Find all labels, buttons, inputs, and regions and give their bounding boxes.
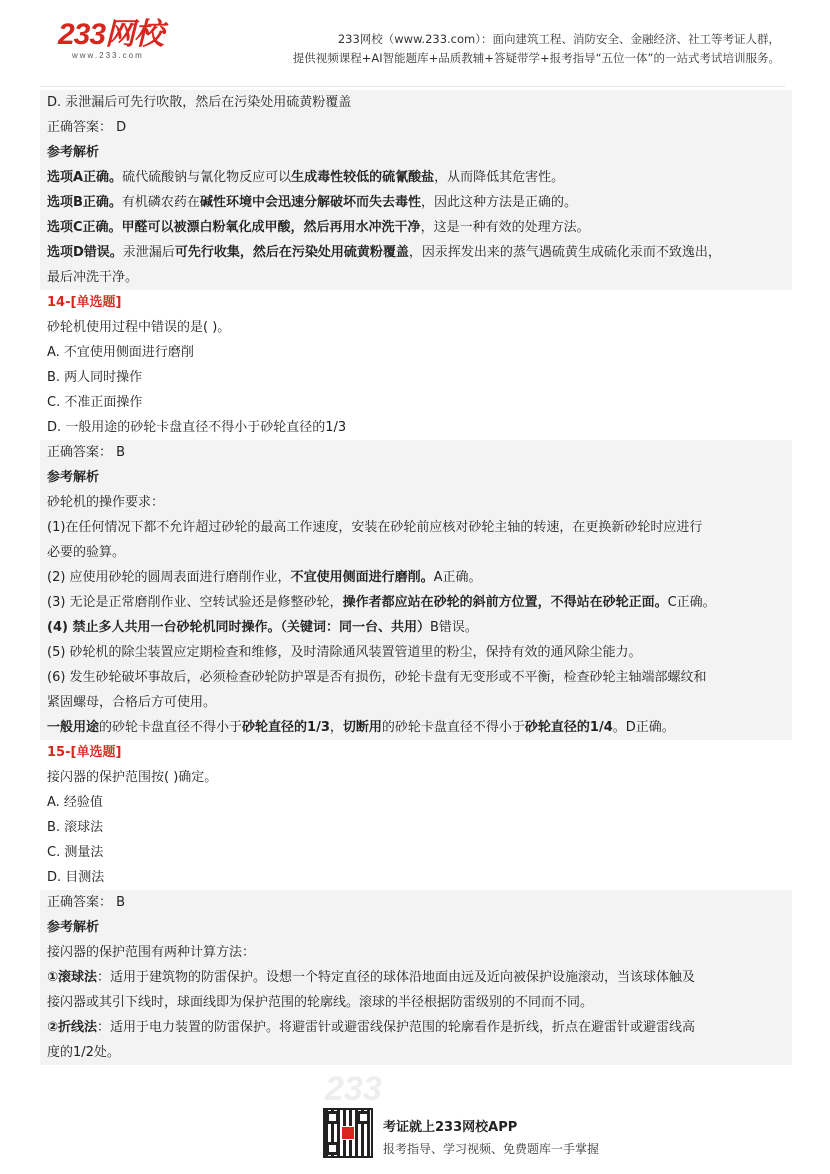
- analysis-line: 接闪器或其引下线时，球面线即为保护范围的轮廓线。滚球的半径根据防雷级别的不同而不同。: [40, 990, 792, 1015]
- page-footer: [0, 1070, 830, 1174]
- logo-wordmark: 233网校: [58, 18, 164, 51]
- question-type-tag: [单选题]: [70, 745, 122, 760]
- analysis-line: 紧固螺母，合格后方可使用。: [40, 690, 792, 715]
- question-header-14: 14-[单选题]: [47, 295, 122, 310]
- option-d: D. 汞泄漏后可先行吹散，然后在污染处用硫黄粉覆盖: [40, 90, 792, 115]
- header-line-1: 233网校（www.233.com）：面向建筑工程、消防安全、金融经济、社工等考证人群，: [337, 32, 780, 46]
- analysis-title: 参考解析: [40, 140, 792, 165]
- qr-code-icon[interactable]: [323, 1108, 373, 1158]
- analysis-line: 砂轮机的操作要求：: [40, 490, 792, 515]
- analysis-line: 接闪器的保护范围有两种计算方法：: [40, 940, 792, 965]
- analysis-line: (4) 禁止多人共用一台砂轮机同时操作。（关键词：同一台、共用）B错误。: [40, 615, 792, 640]
- question-type-tag: [单选题]: [70, 295, 122, 310]
- option-d: D. 一般用途的砂轮卡盘直径不得小于砂轮直径的1/3: [47, 420, 347, 435]
- option-a: A. 经验值: [47, 795, 103, 810]
- footer-app-subtitle: 报考指导、学习视频、免费题库一手掌握: [383, 1142, 600, 1156]
- question-stem: 接闪器的保护范围按( )确定。: [47, 770, 218, 785]
- analysis-title: 参考解析: [40, 915, 792, 940]
- correct-answer: 正确答案： B: [40, 440, 792, 465]
- analysis-title: 参考解析: [40, 465, 792, 490]
- option-d: D. 目测法: [47, 870, 105, 885]
- analysis-line: 选项C正确。甲醛可以被漂白粉氧化成甲酸，然后再用水冲洗干净，这是一种有效的处理方法。: [40, 215, 792, 240]
- analysis-line: 选项B正确。有机磷农药在碱性环境中会迅速分解破坏而失去毒性，因此这种方法是正确的。: [40, 190, 792, 215]
- brand-logo[interactable]: [58, 18, 188, 64]
- analysis-line: 必要的验算。: [40, 540, 792, 565]
- header-divider: [40, 86, 785, 87]
- option-c: C. 测量法: [47, 845, 104, 860]
- analysis-line: ①滚球法：适用于建筑物的防雷保护。设想一个特定直径的球体沿地面由远及近向被保护设施滚动，当该球体触及: [40, 965, 792, 990]
- correct-answer: 正确答案： D: [40, 115, 792, 140]
- logo-url: www.233.com: [72, 51, 144, 60]
- page-header: [0, 0, 830, 78]
- question-header-15: 15-[单选题]: [47, 745, 122, 760]
- header-line-2: 提供视频课程+AI智能题库+品质教辅+答疑带学+报考指导“五位一体”的一站式考试培训服务。: [292, 51, 780, 65]
- analysis-line: (2) 应使用砂轮的圆周表面进行磨削作业，不宜使用侧面进行磨削。A正确。: [40, 565, 792, 590]
- option-a: A. 不宜使用侧面进行磨削: [47, 345, 194, 360]
- watermark-logo: 233: [325, 1070, 382, 1108]
- option-b: B. 滚球法: [47, 820, 104, 835]
- correct-answer: 正确答案： B: [40, 890, 792, 915]
- analysis-line: 度的1/2处。: [40, 1040, 792, 1065]
- analysis-line: 最后冲洗干净。: [40, 265, 792, 290]
- analysis-line: 选项A正确。硫代硫酸钠与氰化物反应可以生成毒性较低的硫氰酸盐，从而降低其危害性。: [40, 165, 792, 190]
- page-content: [40, 90, 792, 1065]
- question-stem: 砂轮机使用过程中错误的是( )。: [47, 320, 231, 335]
- analysis-line: (5) 砂轮机的除尘装置应定期检查和维修，及时清除通风装置管道里的粉尘，保持有效的通风除尘能力。: [40, 640, 792, 665]
- analysis-line: (1)在任何情况下都不允许超过砂轮的最高工作速度，安装在砂轮前应核对砂轮主轴的转速，在更换新砂轮时应进行: [40, 515, 792, 540]
- option-c: C. 不准正面操作: [47, 395, 143, 410]
- analysis-line: 选项D错误。汞泄漏后可先行收集，然后在污染处用硫黄粉覆盖，因汞挥发出来的蒸气遇硫黄生成硫化汞而不致逸出，: [40, 240, 792, 265]
- header-intro: [293, 30, 780, 68]
- analysis-line: (3) 无论是正常磨削作业、空转试验还是修整砂轮，操作者都应站在砂轮的斜前方位置，不得站在砂轮正面。C正确。: [40, 590, 792, 615]
- analysis-line: ②折线法：适用于电力装置的防雷保护。将避雷针或避雷线保护范围的轮廓看作是折线，折点在避雷针或避雷线高: [40, 1015, 792, 1040]
- analysis-line: (6) 发生砂轮破坏事故后，必须检查砂轮防护罩是否有损伤，砂轮卡盘有无变形或不平衡，检查砂轮主轴端部螺纹和: [40, 665, 792, 690]
- analysis-line: 一般用途的砂轮卡盘直径不得小于砂轮直径的1/3，切断用的砂轮卡盘直径不得小于砂轮直径的1/4。D正确。: [40, 715, 792, 740]
- option-b: B. 两人同时操作: [47, 370, 143, 385]
- footer-app-title: 考证就上233网校APP: [383, 1120, 518, 1135]
